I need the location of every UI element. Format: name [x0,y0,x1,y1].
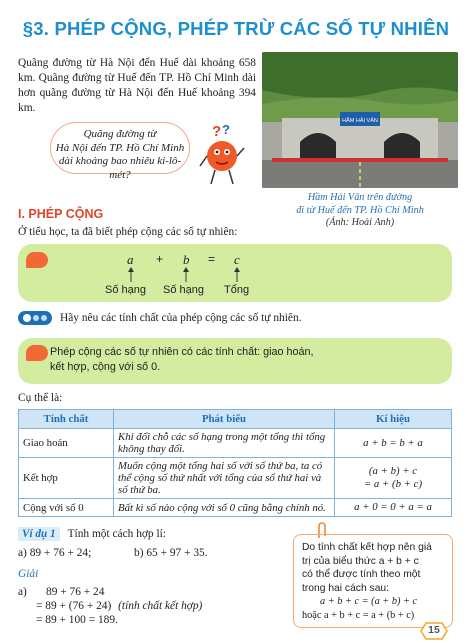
bubble-line-1: Quãng đường từ [83,128,157,140]
solution-note: (tính chất kết hợp) [118,600,203,612]
summary-line-2: kết hợp, cộng với số 0. [50,361,161,373]
head-icon [26,252,48,268]
formula-equals: = [208,252,216,266]
header-property: Tính chất [19,410,114,429]
note-line-4: trong hai cách sau: [302,582,390,594]
summary-text [50,345,314,375]
example-header [18,524,166,542]
note-line-1: Do tính chất kết hợp nên giá [302,542,432,553]
page-number: 15 [428,624,440,636]
svg-text:?: ? [222,122,230,137]
table-row [19,499,452,517]
property-statement: Muốn cộng một tổng hai số với số thứ ba, ta có thể cộng số thứ nhất với tổng của số thứ hai và số thứ ba. [114,458,335,499]
caption-line-2: đi từ Huế đến TP. Hồ Chí Minh [296,204,424,216]
property-symbol: a + 0 = 0 + a = a [335,499,452,517]
symbol-line-1: (a + b) + c [368,465,418,477]
formula-c: c [234,252,240,267]
formula-b: b [183,252,190,267]
solution-label: Giải [18,568,39,580]
property-name: Cộng với số 0 [19,499,114,517]
properties-table [18,409,452,517]
header-statement: Phát biểu [114,410,335,429]
svg-text:?: ? [212,123,222,140]
intro-paragraph: Quãng đường từ Hà Nội đến Huế dài khoảng 658 km. Quãng đường từ Huế đến TP. Hồ Chí Minh dài hơn quãng đường từ Hà Nội đến Huế khoảng 394 km. [18,57,256,114]
example-part-b: b) 65 + 97 + 35. [134,547,208,559]
formula-a: a [127,252,134,267]
activity-text: Hãy nêu các tính chất của phép cộng các số tự nhiên. [60,312,302,324]
property-statement: Bất kì số nào cộng với số 0 cũng bằng chính nó. [114,499,335,517]
activity-icon [18,311,52,325]
solution-line-3: = 89 + 100 = 189. [36,614,118,626]
solution-a-label: a) [18,586,27,598]
label-sum: Tổng [224,284,250,296]
formula-plus: + [156,252,164,266]
example-part-a: a) 89 + 76 + 24; [18,547,92,559]
label-addend-2: Số hạng [163,284,204,296]
note-line-6: hoặc a + b + c = a + (b + c) [302,609,415,621]
solution-step-2: = 89 + (76 + 24) [36,600,112,612]
page-title: §3. PHÉP CỘNG, PHÉP TRỪ CÁC SỐ TỰ NHIÊN [22,18,450,39]
formula-arrows [120,266,250,284]
detail-lead: Cụ thể là: [18,392,63,404]
tunnel-sign: HẦM HẢI VÂN [342,118,378,124]
head-icon-2 [26,345,48,361]
solution-line-2 [36,600,202,612]
table-row [19,429,452,458]
section-heading-addition: I. PHÉP CỘNG [18,207,104,221]
property-symbol: a + b = b + a [335,429,452,458]
table-header-row [19,410,452,429]
photo-credit: (Ảnh: Hoài Anh) [325,217,395,228]
note-line-3: có thể được tính theo một [302,569,421,581]
note-line-5: a + b + c = (a + b) + c [320,596,418,608]
caption-line-1: Hầm Hải Vân trên đường [307,192,413,203]
photo-caption [262,192,458,230]
solution-line-1: 89 + 76 + 24 [46,586,105,598]
property-statement: Khi đổi chỗ các số hạng trong một tổng thì tổng không thay đổi. [114,429,335,458]
tunnel-photo [262,52,458,188]
bubble-line-2: Hà Nội đến TP. Hồ Chí Minh [55,141,185,154]
question-bubble [50,122,190,181]
property-name: Kết hợp [19,458,114,499]
property-symbol [335,458,452,499]
summary-line-1: Phép cộng các số tự nhiên có các tính chất: giao hoán, [50,346,314,358]
header-symbol: Kí hiệu [335,410,452,429]
section-lead: Ở tiểu học, ta đã biết phép cộng các số tự nhiên: [18,226,238,238]
note-line-2: trị của biểu thức a + b + c [302,555,419,567]
label-addend-1: Số hạng [105,284,146,296]
note-box [293,534,453,628]
symbol-line-2: = a + (b + c) [363,478,423,490]
bubble-line-3: dài khoảng bao nhiêu ki-lô-mét? [58,155,182,181]
property-name: Giao hoán [19,429,114,458]
example-prompt: Tính một cách hợp lí: [67,528,166,540]
mascot-icon [196,122,252,194]
example-badge: Ví dụ 1 [18,527,60,541]
table-row [19,458,452,499]
